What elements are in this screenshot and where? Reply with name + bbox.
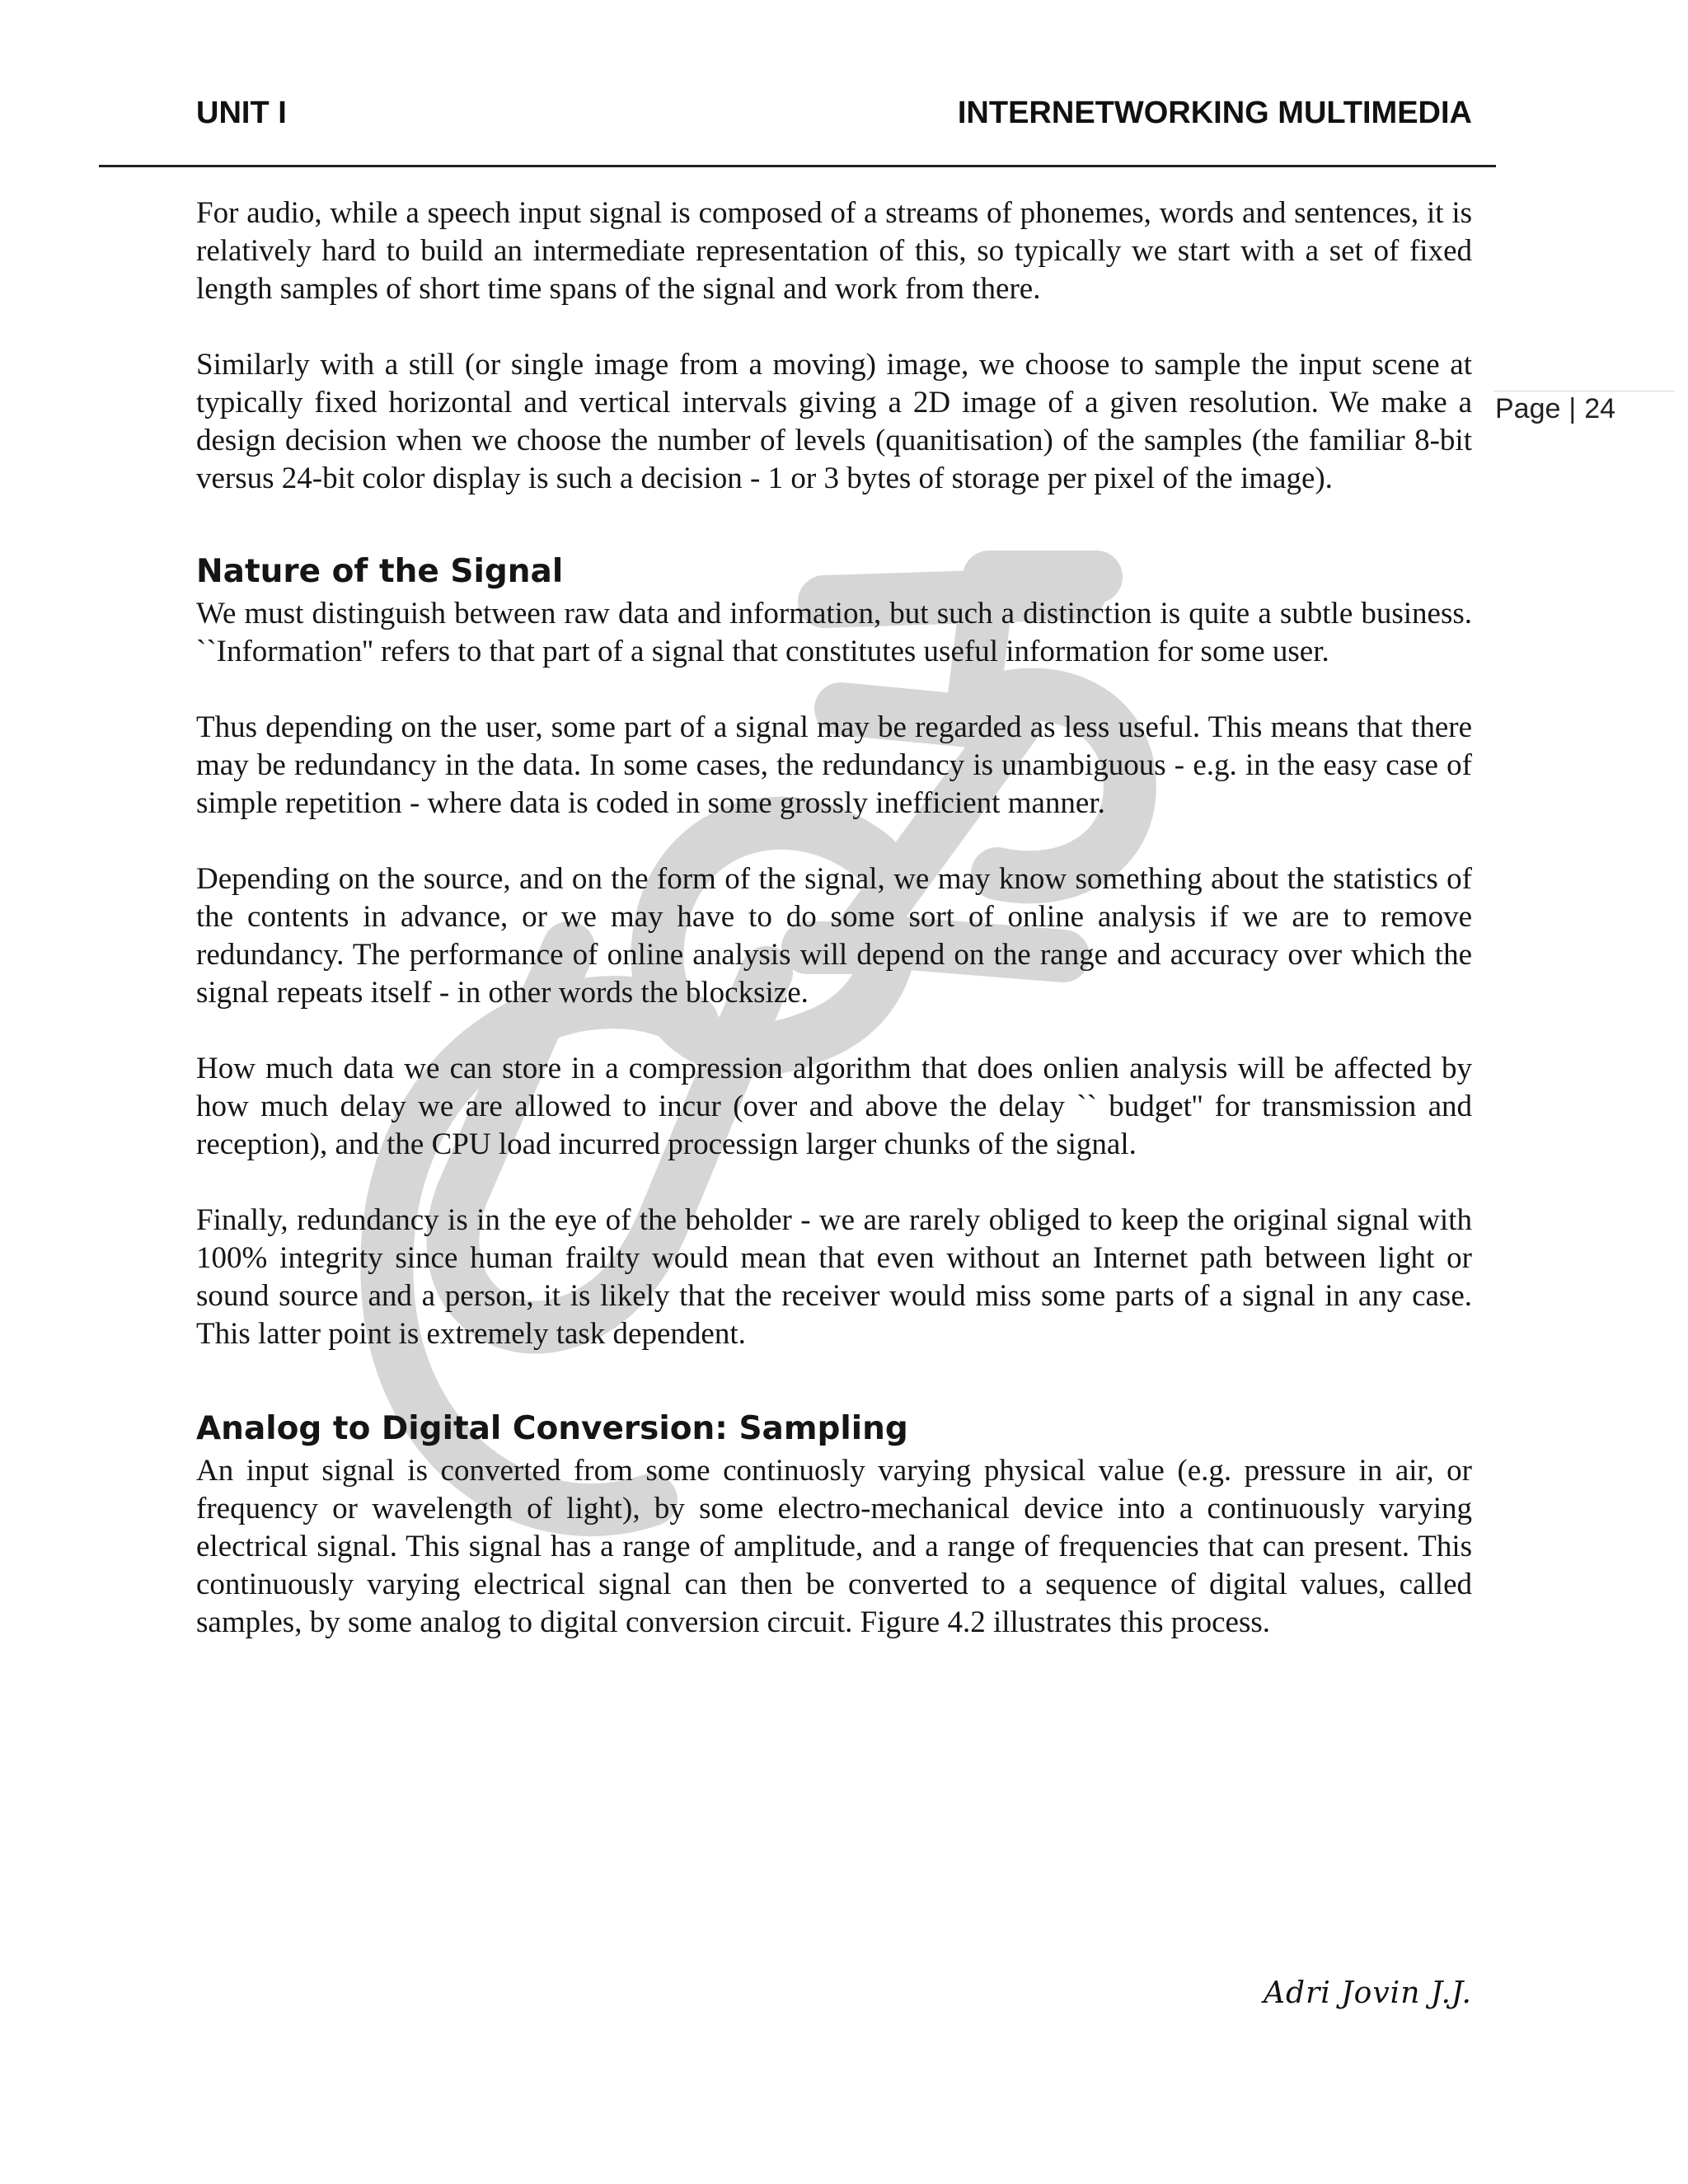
paragraph: How much data we can store in a compression algorithm that does onlien analysis will be affected by how much delay we are allowed to incur (over and above the delay `` budget'' for transmission and reception), and the CPU load incurred processign larger chunks of the signal.: [196, 1052, 1472, 1161]
paragraph: Depending on the source, and on the form of the signal, we may know something about the statistics of the contents in advance, or we may have to do some sort of online analysis if we are to remove redundancy. The performance of online analysis will depend on the range and accuracy over which the signal repeats itself - in other words the blocksize.: [196, 862, 1472, 1010]
header-unit-label: UNIT I: [196, 96, 287, 130]
page-number-separator: |: [1568, 393, 1577, 424]
page-header: [196, 96, 1472, 137]
paragraph: Thus depending on the user, some part of a signal may be regarded as less useful. This means that there may be redundancy in the data. In some cases, the redundancy is unambiguous - e.g. in the easy case of simple repetition - where data is coded in some grossly inefficient manner.: [196, 710, 1472, 820]
paragraph: For audio, while a speech input signal is composed of a streams of phonemes, words and sentences, it is relatively hard to build an intermediate representation of this, so typically we start with a set of fixed length samples of short time spans of the signal and work from there.: [196, 196, 1472, 306]
paragraph: Finally, redundancy is in the eye of the beholder - we are rarely obliged to keep the original signal with 100% integrity since human frailty would mean that even without an Internet path between light or sound source and a person, it is likely that the receiver would miss some parts of a signal in any case. This latter point is extremely task dependent.: [196, 1203, 1472, 1351]
paragraph: An input signal is converted from some continuosly varying physical value (e.g. pressure in air, or frequency or wavelength of light), by some electro-mechanical device into a continuously varying electrical signal. This signal has a range of amplitude, and a range of frequencies that can present. This continuously varying electrical signal can then be converted to a sequence of digital values, called samples, by some analog to digital conversion circuit. Figure 4.2 illustrates this process.: [196, 1454, 1472, 1639]
page-number: [1493, 391, 1675, 425]
paragraph: We must distinguish between raw data and information, but such a distinction is quite a subtle business. ``Information'' refers to that part of a signal that constitutes useful information for some user.: [196, 597, 1472, 668]
document-body: [196, 194, 1472, 1642]
page-number-label: Page: [1495, 393, 1561, 424]
paragraph: Similarly with a still (or single image from a moving) image, we choose to sample the input scene at typically fixed horizontal and vertical intervals giving a 2D image of a given resolution. We make a design decision when we choose the number of levels (quanitisation) of the samples (the familiar 8-bit versus 24-bit color display is such a decision - 1 or 3 bytes of storage per pixel of the image).: [196, 348, 1472, 495]
page-number-value: 24: [1584, 393, 1616, 424]
header-course-title: INTERNETWORKING MULTIMEDIA: [957, 96, 1472, 130]
section-heading-analog-to-digital: Analog to Digital Conversion: Sampling: [196, 1410, 908, 1447]
author-signature: Adri Jovin J.J.: [1264, 1976, 1472, 2010]
header-divider: [99, 165, 1496, 167]
section-heading-nature-of-signal: Nature of the Signal: [196, 553, 564, 590]
